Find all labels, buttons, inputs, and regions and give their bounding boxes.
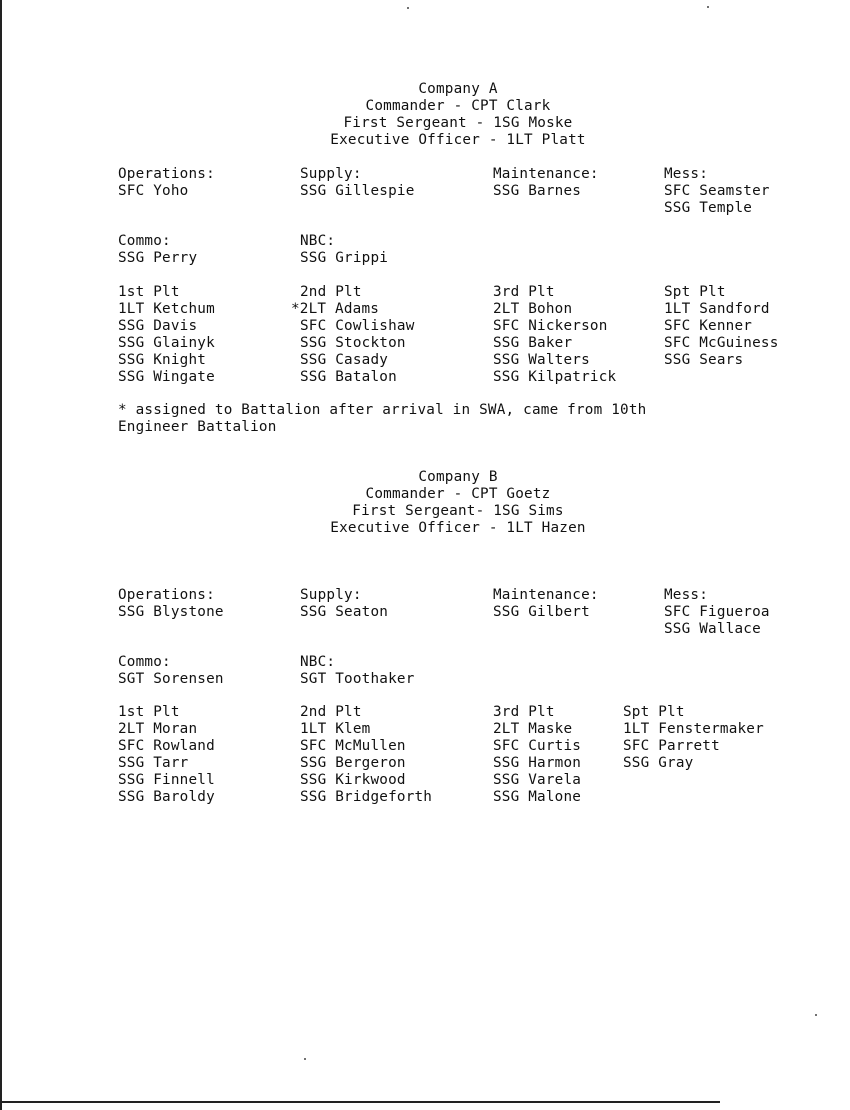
b-operations-name: SSG Blystone	[118, 604, 224, 620]
b-platoon-member: SSG Bergeron	[300, 755, 406, 771]
b-maintenance-name: SSG Gilbert	[493, 604, 590, 620]
company-a-commander: Commander - CPT Clark	[365, 98, 551, 114]
a-platoon-label: 3rd Plt	[493, 284, 555, 300]
b-platoon-member: SFC Parrett	[623, 738, 720, 754]
a-operations-name: SFC Yoho	[118, 183, 189, 199]
a-platoon-label: Spt Plt	[664, 284, 726, 300]
a-platoon-member: SFC Kenner	[664, 318, 753, 334]
a-platoon-label: 2nd Plt	[300, 284, 362, 300]
a-maintenance-label: Maintenance:	[493, 166, 599, 182]
a-platoon-member: 2LT Bohon	[493, 301, 573, 317]
scan-edge-bottom	[0, 1101, 720, 1103]
b-platoon-member: SFC Curtis	[493, 738, 582, 754]
a-platoon-member: SFC McGuiness	[664, 335, 779, 351]
b-platoon-member: SSG Tarr	[118, 755, 189, 771]
company-a-first-sergeant: First Sergeant - 1SG Moske	[343, 115, 573, 131]
b-platoon-member: SSG Gray	[623, 755, 694, 771]
a-platoon-member: SFC Cowlishaw	[300, 318, 415, 334]
a-supply-name: SSG Gillespie	[300, 183, 415, 199]
b-platoon-member: SSG Baroldy	[118, 789, 215, 805]
b-mess-name: SSG Wallace	[664, 621, 761, 637]
company-a-title: Company A	[418, 81, 498, 97]
b-commo-name: SGT Sorensen	[118, 671, 224, 687]
a-platoon-member: SSG Baker	[493, 335, 573, 351]
b-platoon-member: 2LT Moran	[118, 721, 198, 737]
b-platoon-member: SFC McMullen	[300, 738, 406, 754]
a-platoon-member: SSG Batalon	[300, 369, 397, 385]
b-supply-label: Supply:	[300, 587, 362, 603]
b-commo-label: Commo:	[118, 654, 171, 670]
b-supply-name: SSG Seaton	[300, 604, 389, 620]
b-platoon-member: SSG Bridgeforth	[300, 789, 433, 805]
b-platoon-label: 2nd Plt	[300, 704, 362, 720]
a-commo-name: SSG Perry	[118, 250, 198, 266]
b-nbc-name: SGT Toothaker	[300, 671, 415, 687]
company-a-executive-officer: Executive Officer - 1LT Platt	[330, 132, 586, 148]
b-platoon-member: 1LT Fenstermaker	[623, 721, 764, 737]
b-platoon-member: 2LT Maske	[493, 721, 573, 737]
a-nbc-label: NBC:	[300, 233, 336, 249]
company-b-title: Company B	[418, 469, 498, 485]
b-platoon-member: SSG Harmon	[493, 755, 582, 771]
footnote-line-2: Engineer Battalion	[118, 419, 277, 435]
a-platoon-member: SSG Stockton	[300, 335, 406, 351]
a-operations-label: Operations:	[118, 166, 215, 182]
b-nbc-label: NBC:	[300, 654, 336, 670]
b-mess-name: SFC Figueroa	[664, 604, 770, 620]
b-platoon-member: SSG Varela	[493, 772, 582, 788]
b-maintenance-label: Maintenance:	[493, 587, 599, 603]
b-platoon-member: SSG Malone	[493, 789, 582, 805]
company-b-commander: Commander - CPT Goetz	[365, 486, 551, 502]
a-nbc-name: SSG Grippi	[300, 250, 389, 266]
a-platoon-member: SSG Kilpatrick	[493, 369, 617, 385]
a-platoon-member: SSG Casady	[300, 352, 389, 368]
a-platoon-member: *2LT Adams	[291, 301, 380, 317]
a-platoon-member: SSG Wingate	[118, 369, 215, 385]
company-b-executive-officer: Executive Officer - 1LT Hazen	[330, 520, 586, 536]
a-platoon-member: 1LT Ketchum	[118, 301, 215, 317]
a-supply-label: Supply:	[300, 166, 362, 182]
scan-speck	[407, 7, 409, 9]
a-platoon-member: SSG Walters	[493, 352, 590, 368]
a-platoon-label: 1st Plt	[118, 284, 180, 300]
a-platoon-member: SFC Nickerson	[493, 318, 608, 334]
b-platoon-label: 1st Plt	[118, 704, 180, 720]
a-platoon-member: SSG Davis	[118, 318, 198, 334]
b-operations-label: Operations:	[118, 587, 215, 603]
a-platoon-member: SSG Glainyk	[118, 335, 215, 351]
b-platoon-label: Spt Plt	[623, 704, 685, 720]
scan-speck	[304, 1058, 306, 1060]
footnote-line-1: * assigned to Battalion after arrival in SWA, came from 10th	[118, 402, 647, 418]
scan-speck	[815, 1014, 817, 1016]
a-mess-label: Mess:	[664, 166, 709, 182]
a-maintenance-name: SSG Barnes	[493, 183, 582, 199]
b-platoon-member: 1LT Klem	[300, 721, 371, 737]
b-mess-label: Mess:	[664, 587, 709, 603]
a-platoon-member: SSG Knight	[118, 352, 207, 368]
a-platoon-member: 1LT Sandford	[664, 301, 770, 317]
a-mess-name: SFC Seamster	[664, 183, 770, 199]
scan-speck	[707, 6, 709, 8]
b-platoon-member: SSG Kirkwood	[300, 772, 406, 788]
company-b-first-sergeant: First Sergeant- 1SG Sims	[352, 503, 564, 519]
scan-edge-left	[0, 0, 2, 1110]
a-platoon-member: SSG Sears	[664, 352, 744, 368]
b-platoon-label: 3rd Plt	[493, 704, 555, 720]
a-mess-name: SSG Temple	[664, 200, 753, 216]
b-platoon-member: SFC Rowland	[118, 738, 215, 754]
a-commo-label: Commo:	[118, 233, 171, 249]
b-platoon-member: SSG Finnell	[118, 772, 215, 788]
